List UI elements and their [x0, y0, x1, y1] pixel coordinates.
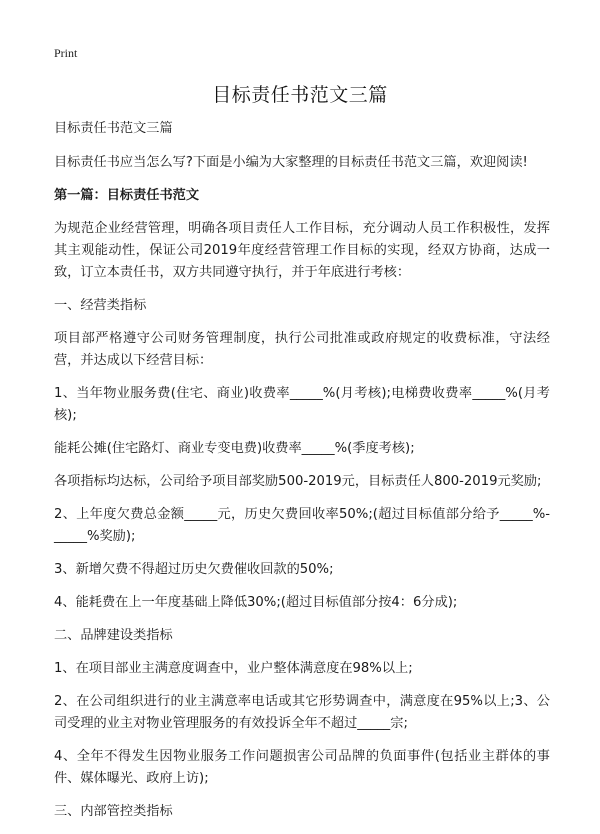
list-item: 2、在公司组织进行的业主满意率电话或其它形势调查中，满意度在95%以上;3、公司受理的业主对物业管理服务的有效投诉全年不超过_____宗; [54, 694, 550, 731]
document-subtitle: 目标责任书范文三篇 [54, 121, 173, 136]
intro-paragraph: 目标责任书应当怎么写?下面是小编为大家整理的目标责任书范文三篇，欢迎阅读! [54, 155, 528, 170]
list-item: 1、在项目部业主满意度调查中，业户整体满意度在98%以上; [54, 661, 413, 676]
list-item: 3、新增欠费不得超过历史欠费催收回款的50%; [54, 562, 334, 577]
section-heading-operations: 一、经营类指标 [54, 298, 147, 313]
list-item: 能耗公摊(住宅路灯、商业专变电费)收费率_____%(季度考核); [54, 441, 415, 456]
section-heading-part-one: 第一篇：目标责任书范文 [54, 188, 200, 203]
list-item: 4、全年不得发生因物业服务工作问题损害公司品牌的负面事件(包括业主群体的事件、媒体曝光、政府上访); [54, 749, 550, 786]
list-item: 各项指标均达标，公司给予项目部奖励500-2019元，目标责任人800-2019元奖励; [54, 474, 542, 489]
print-label: Print [54, 46, 78, 60]
list-item: 1、当年物业服务费(住宅、商业)收费率_____%(月考核);电梯费收费率_____%(月考核); [54, 386, 550, 423]
body-paragraph: 项目部严格遵守公司财务管理制度，执行公司批准或政府规定的收费标准，守法经营，并达成以下经营目标： [54, 331, 550, 368]
list-item: 4、能耗费在上一年度基础上降低30%;(超过目标值部分按4：6分成); [54, 595, 458, 610]
document-body [54, 118, 550, 834]
body-paragraph: 为规范企业经营管理，明确各项目责任人工作目标，充分调动人员工作积极性，发挥其主观能动性，保证公司2019年度经营管理工作目标的实现，经双方协商，达成一致，订立本责任书，双方共同遵守执行，并于年底进行考核： [54, 221, 550, 280]
section-heading-internal-control: 三、内部管控类指标 [54, 804, 173, 819]
list-item: 2、上年度欠费总金额_____元，历史欠费回收率50%;(超过目标值部分给予_____%-_____%奖励); [54, 507, 550, 544]
document-title: 目标责任书范文三篇 [212, 84, 388, 106]
section-heading-brand: 二、品牌建设类指标 [54, 628, 173, 643]
